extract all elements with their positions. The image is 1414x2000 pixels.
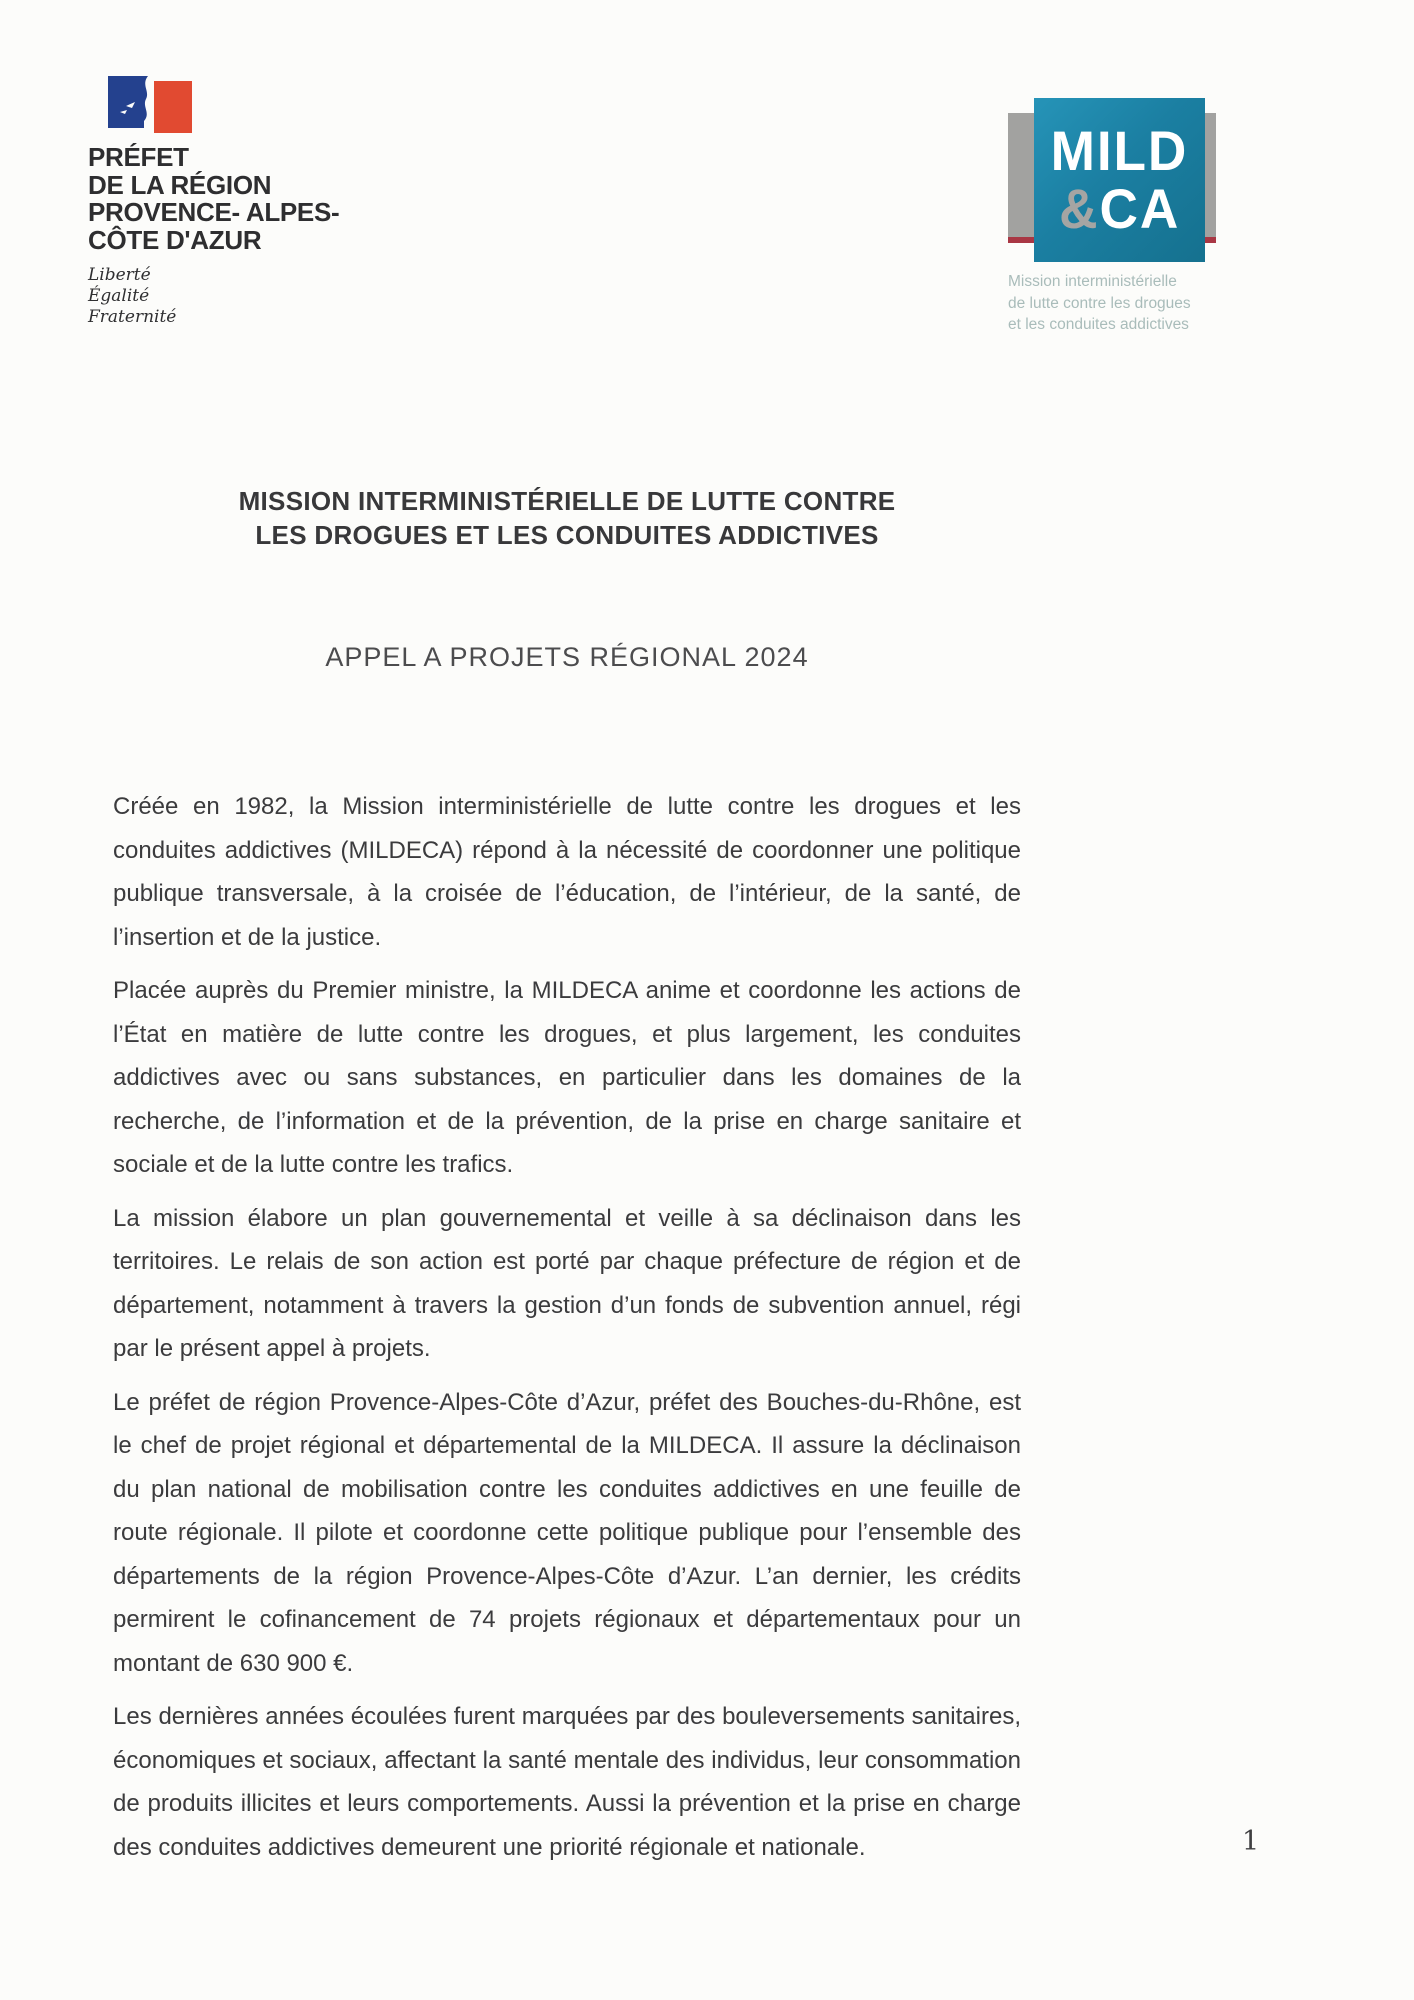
paragraph: Créée en 1982, la Mission interministérielle de lutte contre les drogues et les conduites addictives (MILDECA) répond à la nécessité de coordonner une politique publique transversale, à la croisée de l’éducation, de l’intérieur, de la santé, de l’insertion et de la justice.: [113, 793, 1021, 951]
mildca-text-ca: CA: [1099, 177, 1180, 240]
mildca-square: [1034, 98, 1205, 262]
mildca-text-mild: MILD: [1050, 119, 1189, 182]
paragraph: Placée auprès du Premier ministre, la MILDECA anime et coordonne les actions de l’État en matière de lutte contre les drogues, et plus largement, les conduites addictives avec ou sans substances, en particulier dans les domaines de la recherche, de l’information et de la prévention, de la prise en charge sanitaire et sociale et de la lutte contre les trafics.: [113, 977, 1021, 1178]
prefet-title-line: DE LA RÉGION: [88, 169, 272, 200]
motto-line: Fraternité: [88, 307, 177, 327]
document-body: [113, 785, 1021, 1879]
prefet-title-line: PROVENCE- ALPES-: [88, 197, 340, 227]
document-title-line: MISSION INTERMINISTÉRIELLE DE LUTTE CONTRE: [238, 486, 896, 516]
mildca-caption-line: et les conduites addictives: [1008, 316, 1189, 333]
mildca-caption-line: de lutte contre les drogues: [1008, 294, 1191, 312]
document-subtitle: APPEL A PROJETS RÉGIONAL 2024: [325, 642, 809, 672]
paragraph: La mission élabore un plan gouvernemental et veille à sa déclinaison dans les territoires. Le relais de son action est porté par chaque préfecture de région et de département, notamment à travers la gestion d’un fonds de subvention annuel, régi par le présent appel à projets.: [113, 1204, 1021, 1362]
prefet-title: [88, 144, 339, 254]
mildca-caption-line: Mission interministérielle: [1008, 273, 1177, 290]
motto-line: Liberté: [88, 265, 151, 285]
page-number: 1: [1242, 1826, 1260, 1857]
motto-line: Égalité: [88, 286, 150, 306]
mildca-text-andca: [1059, 177, 1180, 240]
marianne-flag-icon: [108, 76, 192, 134]
paragraph: Le préfet de région Provence-Alpes-Côte d’Azur, préfet des Bouches-du-Rhône, est le chef de projet régional et départemental de la MILDECA. Il assure la déclinaison du plan national de mobilisation contre les conduites addictives en une feuille de route régionale. Il pilote et coordonne cette politique publique pour l’ensemble des départements de la région Provence-Alpes-Côte d’Azur. L’an dernier, les crédits permirent le cofinancement de 74 projets régionaux et départementaux pour un montant de 630 900 €.: [113, 1388, 1021, 1677]
document-title-line: LES DROGUES ET LES CONDUITES ADDICTIVES: [255, 520, 879, 550]
republic-motto: [88, 265, 339, 328]
prefet-title-line: PRÉFET: [88, 142, 189, 172]
document-title: [113, 484, 1021, 552]
paragraph: Les dernières années écoulées furent marquées par des bouleversements sanitaires, économiques et sociaux, affectant la santé mentale des individus, leur consommation de produits illicites et leurs comportements. Aussi la prévention et la prise en charge des conduites addictives demeurent une priorité régionale et nationale.: [113, 1703, 1021, 1861]
mildca-ampersand: &: [1059, 177, 1100, 240]
prefet-logo-block: [88, 76, 339, 328]
mildca-caption: [1008, 271, 1238, 336]
prefet-title-line: CÔTE D'AZUR: [88, 224, 262, 255]
